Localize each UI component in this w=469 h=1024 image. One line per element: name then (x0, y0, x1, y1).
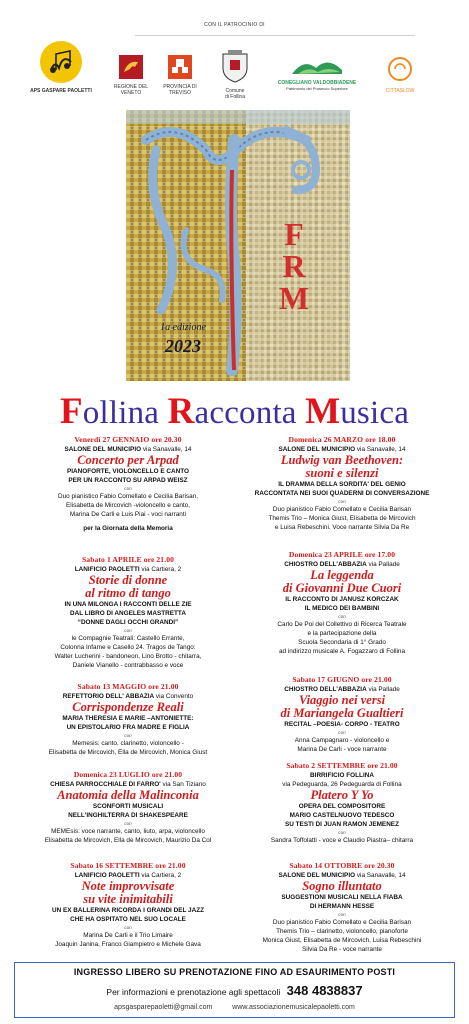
event-date: Sabato 14 OTTOBRE ore 20.30 (289, 861, 395, 870)
con-label: con (124, 733, 132, 738)
event-6 (232, 435, 452, 532)
event-title: al ritmo di tango (85, 586, 171, 600)
event-desc: SUGGESTIONI MUSICALI NELLA FIABA (281, 894, 403, 901)
event-desc: SCONFORTI MUSICALI (92, 803, 164, 810)
event-title: Storie di donne (88, 573, 168, 587)
con-label: con (338, 499, 346, 504)
event-desc: UN EPISTOLARIO FRA MADRE E FIGLIA (66, 724, 190, 731)
contact-links (15, 1004, 454, 1011)
phone-number[interactable]: 348 4838837 (286, 983, 363, 998)
info-footer (14, 962, 455, 1018)
event-desc: DAL LIBRO DI ANGELES MASTRETTA (70, 610, 186, 617)
con-label: con (338, 730, 346, 735)
left-column (18, 435, 238, 955)
event-title: La leggenda (310, 568, 374, 582)
event-performers: Themis Trio – Monica Giust, Elisabetta de Mircovich (268, 515, 416, 522)
snail-icon (384, 56, 416, 84)
event-8 (232, 675, 452, 754)
event-venue: SALONE DEL MUNICIPIO via Sanavalle, 14 (278, 446, 406, 453)
con-label: con (338, 614, 346, 619)
event-9 (232, 761, 452, 845)
event-performers: Marina De Carli e il Trio Limaire (83, 932, 173, 939)
event-performers: le Compagnie Teatrali: Castello Errante, (71, 635, 185, 642)
event-desc: PER UN RACCONTO SU ARPAD WEISZ (68, 477, 188, 484)
event-desc: IL DRAMMA DELLA SORDITA' DEL GENIO (278, 481, 406, 488)
event-performers: Marina De Carli - voce narrante (297, 746, 387, 753)
event-performers: Elisabetta de Mircovich -violoncello e canto, (66, 502, 190, 509)
event-title: Sogno illuntato (302, 879, 382, 893)
event-date: Domenica 23 LUGLIO ore 21.00 (73, 770, 183, 779)
event-desc: SU TESTI DI JUAN RAMON JEMENEZ (285, 821, 399, 828)
con-label: con (124, 486, 132, 491)
event-title: Concerto per Arpad (77, 453, 179, 467)
event-performers: Silvia Da Re - voce narrante (302, 946, 382, 953)
event-date: Sabato 13 MAGGIO ore 21.00 (77, 682, 179, 691)
event-venue: CHIESA PARROCCHIALE DI FARRO' via San Tiziano (50, 781, 206, 788)
event-desc: DI HERMANN HESSE (309, 903, 375, 910)
patronage-label: CON IL PATROCINIO DI (204, 22, 265, 28)
event-performers: Elisabetta de Mircovich, Ella de Mircovich, Monica Giust (48, 749, 208, 756)
artwork-edition: 1a edizione (160, 322, 206, 333)
province-emblem-icon (167, 54, 193, 80)
event-title: Platero Y Yo (310, 788, 374, 802)
event-title: Ludwig van Beethoven: (280, 453, 404, 467)
event-4 (18, 770, 238, 845)
veneto-logo: REGIONE DEL VENETO (106, 54, 156, 96)
event-performers: Themis Trio – clarinetto, violoncello, pianoforte (276, 928, 408, 935)
event-date: Domenica 26 MARZO ore 18.00 (288, 435, 396, 444)
con-label: con (124, 821, 132, 826)
event-desc: OPERA DEL COMPOSITORE (298, 803, 386, 810)
event-date: Sabato 2 SETTEMBRE ore 21.00 (286, 761, 398, 770)
event-title: Viaggio nei versi (298, 693, 386, 707)
aps-music-icon (39, 40, 83, 84)
event-title: Corrispondenze Reali (72, 700, 184, 714)
event-performers: Marina De Carli e Luis Piai - voci narranti (69, 511, 187, 518)
event-desc: UN EX BALLERINA RICORDA I GRANDI DEL JAZZ (51, 907, 205, 914)
event-address: via Pedeguarda, 26 Pedeguarda di Follina (282, 781, 402, 788)
divider (135, 35, 415, 36)
event-desc: PIANOFORTE, VIOLONCELLO E CANTO (66, 468, 190, 475)
event-title: su vite inimitabili (83, 892, 173, 906)
event-venue: CHIOSTRO DELL'ABBAZIA via Pallade (284, 686, 400, 693)
event-performers: e Luisa Rebeschini. Voce narrante Silvia Da Re (274, 524, 410, 531)
con-label: con (124, 628, 132, 633)
event-desc: NELL'INGHILTERRA DI SHAKESPEARE (68, 812, 188, 819)
event-7 (232, 550, 452, 656)
event-performers: Duo pianistico Fabio Comellato e Cecilia Barisan (272, 506, 412, 513)
event-10 (232, 861, 452, 954)
event-performers: Memesis: canto, clarinetto, violoncello - (72, 740, 184, 747)
event-date: Domenica 23 APRILE ore 17.00 (288, 550, 396, 559)
hills-icon (290, 56, 344, 76)
event-title: di Giovanni Due Cuori (282, 581, 402, 595)
right-column (232, 435, 452, 955)
email-link[interactable]: apsgasparepaoletti@gmail.com (114, 1004, 213, 1011)
event-desc: RECITAL –POESIA- CORPO - TEATRO (284, 721, 400, 728)
event-title: suoni e silenzi (305, 466, 379, 480)
con-label: con (338, 912, 346, 917)
event-title: di Mariangela Gualtieri (280, 706, 404, 720)
event-performers: Colonna Infame e Casello 24. Tragos de Tango: (60, 644, 196, 651)
event-performers: MEMEsis: voce narrante, canto, liuto, arpa, violoncello (51, 828, 205, 835)
festival-title: Follina Racconta Musica (59, 391, 410, 432)
event-desc: RACCONTATA NEI SUOI QUADERNI DI CONVERSAZIONE (254, 490, 430, 497)
event-performers: Monica Giust, Elisabetta de Mircovich, Luisa Rebeschini (262, 937, 422, 944)
event-note: per la Giornata della Memoria (83, 525, 173, 532)
aps-logo: APS GASPARE PAOLETTI (30, 40, 92, 94)
event-desc: IL RACCONTO DI JANUSZ KORCZAK (285, 596, 399, 603)
con-label: con (338, 830, 346, 835)
event-performers: ad indirizzo musicale A. Fogazzaro di Follina (278, 648, 406, 655)
event-performers: Sandra Toffolatti - voce e Claudio Piastra– chitarra (270, 837, 414, 844)
event-performers: Elisabetta de Mircovich, Ella de Mircovich, Maurizio Da Col (44, 837, 212, 844)
festival-artwork (126, 110, 350, 381)
event-performers: Daniele Vianello - contrabbasso e voce (72, 662, 184, 669)
event-performers: Carlo De Poi del Collettivo di Ricerca Teatrale (277, 621, 407, 628)
conegliano-logo: CONEGLIANO VALDOBBIADENE Patrimonio del Prosecco Superiore (276, 56, 358, 92)
event-3 (18, 682, 238, 757)
treviso-logo: PROVINCIA DI TREVISO (162, 54, 198, 96)
artwork-letters: F R M (278, 216, 310, 316)
event-performers: Anna Campagnaro - violoncello e (294, 737, 390, 744)
event-2 (18, 555, 238, 670)
event-desc: IN UNA MILONGA I RACCONTI DELLE ZIE (64, 601, 192, 608)
event-performers: e la partecipazione della (307, 630, 377, 637)
cittaslow-logo: CITTASLOW (380, 56, 420, 94)
event-venue: CHIOSTRO DELL'ABBAZIA via Pallade (284, 561, 400, 568)
event-performers: Walter Lucherini - bandoneon, Lino Brotto - chitarra, (54, 653, 202, 660)
crest-icon (220, 48, 250, 84)
event-desc: MARIO CASTELNUOVO TEDESCO (289, 812, 395, 819)
con-label: con (124, 925, 132, 930)
event-desc: “DONNE DAGLI OCCHI GRANDI” (77, 619, 179, 626)
follina-logo: Comune di Follina (213, 48, 257, 100)
logos-row (0, 40, 469, 110)
event-performers: Joaquin Janina, Franco Giampietro e Michele Gava (55, 941, 201, 948)
event-desc: CHE HA OSPITATO NEL SUO LOCALE (70, 916, 186, 923)
event-venue: LANIFICIO PAOLETTI via Cartiera, 2 (74, 872, 182, 879)
artwork-year: 2023 (165, 336, 201, 356)
website-link[interactable]: www.associazionemusicalepaoletti.com (232, 1004, 355, 1011)
event-performers: Duo pianistico Fabio Comellato e Cecilia Barisan (272, 919, 412, 926)
event-1 (18, 435, 238, 533)
lion-emblem-icon (118, 54, 144, 80)
event-title: Anatomia della Malinconia (57, 788, 199, 802)
event-performers: Duo pianistico Fabio Comellato e Cecilia Barisan, (58, 493, 198, 500)
event-venue: SALONE DEL MUNICIPIO via Sanavalle, 14 (278, 872, 406, 879)
event-desc: IL MEDICO DEI BAMBINI (304, 605, 380, 612)
event-date: Sabato 17 GIUGNO ore 21.00 (292, 675, 392, 684)
event-date: Sabato 1 APRILE ore 21.00 (81, 555, 174, 564)
event-venue: BIRRIFICIO FOLLINA (310, 772, 374, 779)
event-date: Venerdì 27 GENNAIO ore 20.30 (74, 435, 182, 444)
event-desc: MARIA THERESIA E MARIE –ANTONIETTE: (62, 715, 194, 722)
event-date: Sabato 16 SETTEMBRE ore 21.00 (70, 861, 186, 870)
event-title: Note improvvisate (81, 879, 175, 893)
booking-info: Per informazioni e prenotazione agli spettacoli 348 4838837 (106, 983, 363, 998)
free-entry-notice: INGRESSO LIBERO SU PRENOTAZIONE FINO AD ESAURIMENTO POSTI (73, 967, 396, 977)
event-5 (18, 861, 238, 949)
event-venue: REFETTORIO DELL' ABBAZIA via Convento (62, 693, 194, 700)
event-venue: LANIFICIO PAOLETTI via Cartiera, 2 (74, 566, 182, 573)
event-performers: Scuola Secondaria di 1° Grado (298, 639, 386, 646)
event-venue: SALONE DEL MUNICIPIO via Sanavalle, 14 (64, 446, 192, 453)
